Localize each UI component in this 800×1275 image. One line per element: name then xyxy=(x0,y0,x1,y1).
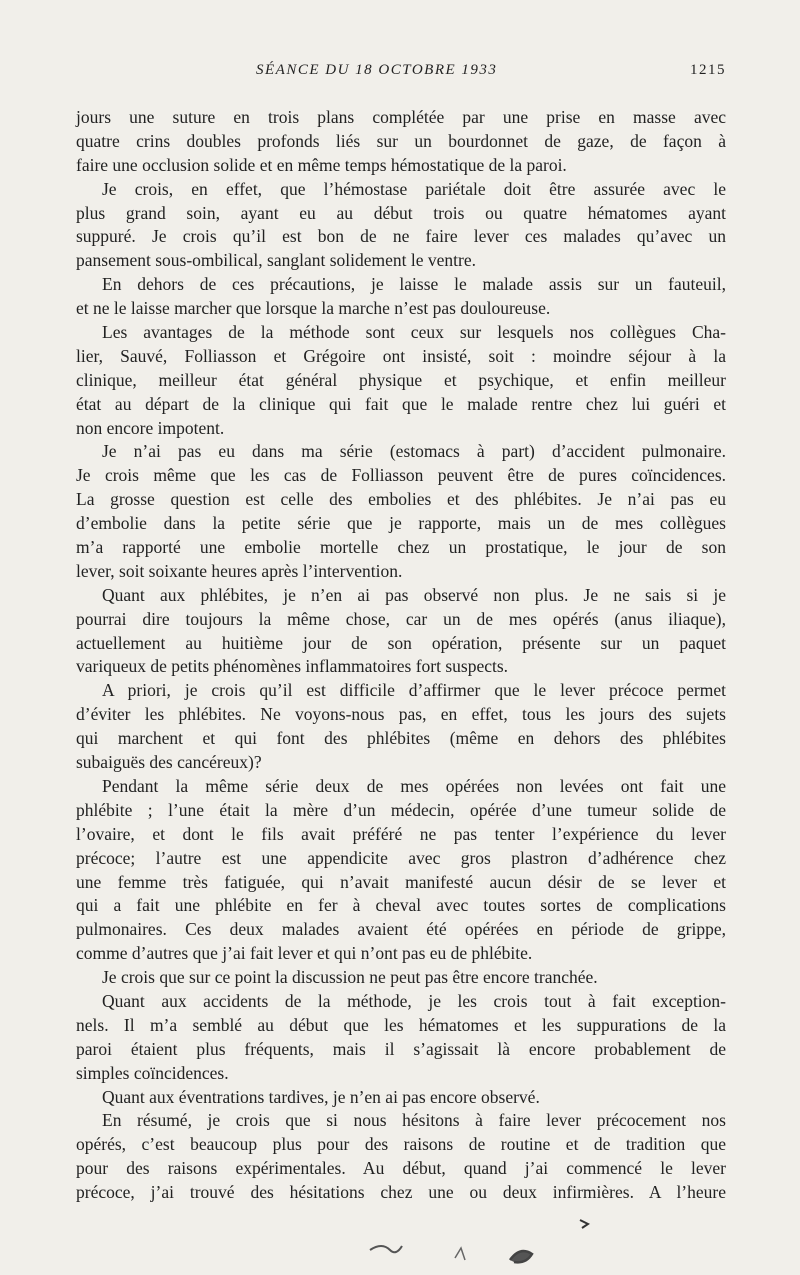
text-line: état au départ de la clinique qui fait que le malade rentre chez lui guéri et xyxy=(76,393,726,414)
text-line: opérés, c’est beaucoup plus pour des raisons de routine et de tradition que xyxy=(76,1134,726,1155)
text-line: quatre crins doubles profonds liés sur un bourdonnet de gaze, de façon à xyxy=(76,130,726,151)
text-line: nels. Il m’a semblé au début que les hématomes et les suppurations de la xyxy=(76,1014,726,1035)
text-line: La grosse question est celle des embolies et des phlébites. Je n’ai pas eu xyxy=(76,489,726,510)
text-line: pour des raisons expérimentales. Au début, quand j’ai commencé le lever xyxy=(76,1158,726,1179)
text-line: une femme très fatiguée, qui n’avait manifesté aucun désir de se lever et xyxy=(76,871,726,892)
text-line: subaiguës des cancéreux)? xyxy=(76,752,262,773)
text-line: Quant aux accidents de la méthode, je les crois tout à fait exception- xyxy=(102,990,726,1011)
text-line: d’éviter les phlébites. Ne voyons-nous pas, en effet, tous les jours des sujets xyxy=(76,704,726,725)
text-line: actuellement au huitième jour de son opération, présente sur un paquet xyxy=(76,632,726,653)
text-line: non encore impotent. xyxy=(76,417,225,438)
page-number: 1215 xyxy=(690,62,726,78)
text-line: l’ovaire, et dont le fils avait préféré ne pas tenter l’expérience du lever xyxy=(76,823,726,844)
text-line: pulmonaires. Ces deux malades avaient été opérées en période de grippe, xyxy=(76,919,726,940)
text-line: phlébite ; l’une était la mère d’un médecin, opérée d’une tumeur solide de xyxy=(76,799,726,820)
text-line: précoce, j’ai trouvé des hésitations chez une ou deux infirmières. A l’heure xyxy=(76,1182,726,1203)
text-line: Quant aux phlébites, je n’en ai pas observé non plus. Je ne sais si je xyxy=(102,584,726,605)
text-line: et ne le laisse marcher que lorsque la marche n’est pas douloureuse. xyxy=(76,298,551,319)
text-line: Je crois même que les cas de Folliasson peuvent être de pures coïncidences. xyxy=(76,465,726,486)
text-line: précoce; l’autre est une appendicite avec gros plastron d’adhérence chez xyxy=(76,847,726,868)
text-line: plus grand soin, ayant eu au début trois ou quatre hématomes ayant xyxy=(76,202,726,223)
text-line: Les avantages de la méthode sont ceux sur lesquels nos collègues Cha- xyxy=(102,322,726,343)
text-line: variqueux de petits phénomènes inflammatoires fort suspects. xyxy=(76,656,509,677)
text-line: Quant aux éventrations tardives, je n’en ai pas encore observé. xyxy=(102,1086,540,1107)
text-line: jours une suture en trois plans complétée par une prise en masse avec xyxy=(76,107,726,127)
text-line: Pendant la même série deux de mes opérées non levées ont fait une xyxy=(102,775,726,796)
text-line: Je crois, en effet, que l’hémostase pariétale doit être assurée avec le xyxy=(102,178,726,199)
text-line: A priori, je crois qu’il est difficile d’affirmer que le lever précoce permet xyxy=(102,680,726,701)
text-line: Je n’ai pas eu dans ma série (estomacs à part) d’accident pulmonaire. xyxy=(102,441,726,462)
text-line: lever, soit soixante heures après l’intervention. xyxy=(76,560,403,581)
text-line: comme d’autres que j’ai fait lever et qui n’ont pas eu de phlébite. xyxy=(76,943,533,964)
text-line: d’embolie dans la petite série que je rapporte, mais un de mes collègues xyxy=(76,513,726,534)
text-line: qui marchent et qui font des phlébites (même en dehors des phlébites xyxy=(76,728,726,749)
text-line: paroi étaient plus fréquents, mais il s’agissait là encore probablement de xyxy=(76,1038,726,1059)
text-line: faire une occlusion solide et en même temps hémostatique de la paroi. xyxy=(76,154,567,175)
text-line: simples coïncidences. xyxy=(76,1062,229,1083)
page-header xyxy=(76,62,726,84)
scan-smudge-marks xyxy=(360,1210,620,1270)
text-line: Je crois que sur ce point la discussion ne peut pas être encore tranchée. xyxy=(102,967,598,988)
text-line: En résumé, je crois que si nous hésitons à faire lever précocement nos xyxy=(102,1110,726,1131)
text-line: pourrai dire toujours la même chose, car un de mes opérés (anus iliaque), xyxy=(76,608,726,629)
running-head: SÉANCE DU 18 OCTOBRE 1933 xyxy=(256,62,498,78)
text-line: clinique, meilleur état général physique et psychique, et enfin meilleur xyxy=(76,369,726,390)
body-text xyxy=(76,106,726,1205)
text-line: En dehors de ces précautions, je laisse le malade assis sur un fauteuil, xyxy=(102,274,726,295)
text-line: lier, Sauvé, Folliasson et Grégoire ont insisté, soit : moindre séjour à la xyxy=(76,345,726,366)
text-line: m’a rapporté une embolie mortelle chez un prostatique, le jour de son xyxy=(76,537,726,558)
text-line: qui a fait une phlébite en fer à cheval avec toutes sortes de complications xyxy=(76,895,726,916)
text-line: suppuré. Je crois qu’il est bon de ne faire lever ces malades qu’avec un xyxy=(76,226,726,247)
text-line: pansement sous-ombilical, sanglant solidement le ventre. xyxy=(76,250,476,271)
